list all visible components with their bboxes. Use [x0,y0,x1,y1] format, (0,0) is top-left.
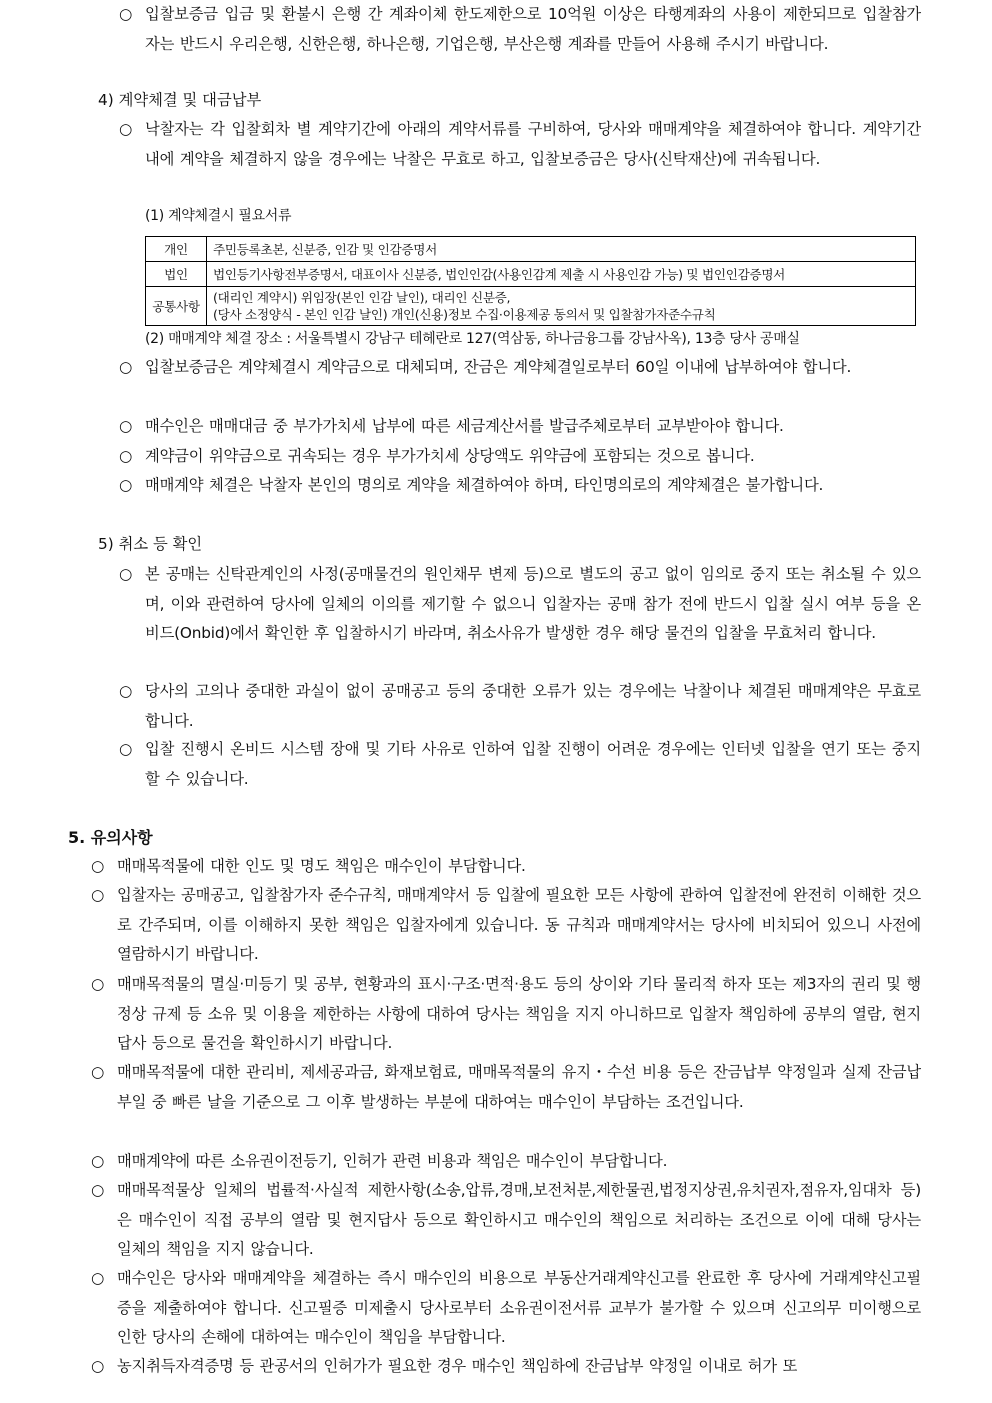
row-key-corporation: 법인 [146,262,207,287]
bullet-marker: ○ [91,1357,105,1375]
row-key-common: 공통사항 [146,287,207,326]
precaution-permits: ○ 농지취득자격증명 등 관공서의 인허가가 필요한 경우 매수인 책임하에 잔금납부 약정일 이내로 허가 또 [117,1352,921,1382]
heading-contract-payment: 4) 계약체결 및 대금납부 [98,91,262,109]
required-documents-table [145,236,916,326]
contract-deadline-notice: ○ 낙찰자는 각 입찰회차 별 계약기간에 아래의 계약서류를 구비하여, 당사와 매매계약을 체결하여야 합니다. 계약기간 내에 계약을 체결하지 않을 경우에는 낙찰은 무효로 하고, 입찰보증금은 당사(신탁재산)에 귀속됩니다. [145,115,921,174]
heading-precautions: 5. 유의사항 [68,828,153,847]
bullet-marker: ○ [91,1152,105,1170]
bullet-marker: ○ [119,682,133,700]
bullet-marker: ○ [119,565,133,583]
bullet-marker: ○ [119,447,133,465]
bullet-marker: ○ [91,886,105,904]
precaution-delivery: ○ 매매목적물에 대한 인도 및 명도 책임은 매수인이 부담합니다. [117,852,921,882]
row-key-individual: 개인 [146,237,207,262]
penalty-vat-notice: ○ 계약금이 위약금으로 귀속되는 경우 부가가치세 상당액도 위약금에 포함되는 것으로 봅니다. [145,442,921,472]
deposit-conversion-notice: ○ 입찰보증금은 계약체결시 계약금으로 대체되며, 잔금은 계약체결일로부터 60일 이내에 납부하여야 합니다. [145,353,921,383]
precaution-defects: ○ 매매목적물의 멸실·미등기 및 공부, 현황과의 표시·구조·면적·용도 등의 상이와 기타 물리적 하자 또는 제3자의 권리 및 행정상 규제 등 소유 및 이용을 제한하는 사항에 대하여 당사는 책임을 지지 아니하므로 입찰자 책임하에 공부의 열람, 현지 답사 등으로 물건을 확인하시기 바랍니다. [117,970,921,1059]
bullet-marker: ○ [119,740,133,758]
bullet-marker: ○ [119,120,133,138]
system-failure-notice: ○ 입찰 진행시 온비드 시스템 장애 및 기타 사유로 인하여 입찰 진행이 어려운 경우에는 인터넷 입찰을 연기 또는 중지할 수 있습니다. [145,735,921,794]
bullet-marker: ○ [119,5,133,23]
bullet-marker: ○ [119,476,133,494]
required-documents-label: (1) 계약체결시 필요서류 [145,208,292,224]
precaution-restrictions: ○ 매매목적물상 일체의 법률적·사실적 제한사항(소송,압류,경매,보전처분,제한물권,법정지상권,유치권자,점유자,임대차 등)은 매수인이 직접 공부의 열람 및 현지답사 등으로 확인하시고 매수인의 책임으로 처리하는 조건으로 이에 대해 당사는 일체의 책임을 지지 않습니다. [117,1176,921,1265]
own-name-contract-notice: ○ 매매계약 체결은 낙찰자 본인의 명의로 계약을 체결하여야 하며, 타인명의로의 계약체결은 불가합니다. [145,471,921,501]
heading-cancellation: 5) 취소 등 확인 [98,535,203,553]
deposit-bank-notice: ○ 입찰보증금 입금 및 환불시 은행 간 계좌이체 한도제한으로 10억원 이상은 타행계좌의 사용이 제한되므로 입찰참가자는 반드시 우리은행, 신한은행, 하나은행, 기업은행, 부산은행 계좌를 만들어 사용해 주시기 바랍니다. [145,0,921,59]
precaution-transaction-report: ○ 매수인은 당사와 매매계약을 체결하는 즉시 매수인의 비용으로 부동산거래계약신고를 완료한 후 당사에 거래계약신고필증을 제출하여야 합니다. 신고필증 미제출시 당사로부터 소유권이전서류 교부가 불가할 수 있으며 신고의무 미이행으로 인한 당사의 손해에 대하여는 매수인이 책임을 부담합니다. [117,1264,921,1353]
table-row [146,287,916,326]
bullet-marker: ○ [91,1181,105,1199]
row-value-corporation: 법인등기사항전부증명서, 대표이사 신분증, 법인인감(사용인감계 제출 시 사용인감 가능) 및 법인인감증명서 [207,262,916,287]
bullet-marker: ○ [91,1063,105,1081]
contract-location: (2) 매매계약 체결 장소 : 서울특별시 강남구 테헤란로 127(역삼동, 하나금융그룹 강남사옥), 13층 당사 공매실 [145,331,800,347]
bullet-marker: ○ [91,1269,105,1287]
precaution-understanding: ○ 입찰자는 공매공고, 입찰참가자 준수규칙, 매매계약서 등 입찰에 필요한 모든 사항에 관하여 입찰전에 완전히 이해한 것으로 간주되며, 이를 이해하지 못한 책임은 입찰자에게 있습니다. 동 규칙과 매매계약서는 당사에 비치되어 있으니 사전에 열람하시기 바랍니다. [117,881,921,970]
bullet-marker: ○ [119,417,133,435]
cancellation-notice: ○ 본 공매는 신탁관계인의 사정(공매물건의 원인채무 변제 등)으로 별도의 공고 없이 임의로 중지 또는 취소될 수 있으며, 이와 관련하여 당사에 일체의 이의를 제기할 수 없으니 입찰자는 공매 참가 전에 반드시 입찰 실시 여부 등을 온비드(Onbid)에서 확인한 후 입찰하시기 바라며, 취소사유가 발생한 경우 해당 물건의 입찰을 무효처리 합니다. [145,560,921,649]
error-invalid-notice: ○ 당사의 고의나 중대한 과실이 없이 공매공고 등의 중대한 오류가 있는 경우에는 낙찰이나 체결된 매매계약은 무효로 합니다. [145,677,921,736]
precaution-registration: ○ 매매계약에 따른 소유권이전등기, 인허가 관련 비용과 책임은 매수인이 부담합니다. [117,1147,921,1177]
table-row [146,262,916,287]
precaution-costs: ○ 매매목적물에 대한 관리비, 제세공과금, 화재보험료, 매매목적물의 유지・수선 비용 등은 잔금납부 약정일과 실제 잔금납부일 중 빠른 날을 기준으로 그 이후 발생하는 부분에 대하여는 매수인이 부담하는 조건입니다. [117,1058,921,1117]
bullet-marker: ○ [91,857,105,875]
bullet-marker: ○ [119,358,133,376]
bullet-marker: ○ [91,975,105,993]
tax-invoice-notice: ○ 매수인은 매매대금 중 부가가치세 납부에 따른 세금계산서를 발급주체로부터 교부받아야 합니다. [145,412,921,442]
table-row [146,237,916,262]
row-value-common: (대리인 계약시) 위임장(본인 인감 날인), 대리인 신분증, (당사 소정양식 - 본인 인감 날인) 개인(신용)정보 수집·이용제공 동의서 및 입찰참가자준수규칙 [207,287,916,326]
row-value-individual: 주민등록초본, 신분증, 인감 및 인감증명서 [207,237,916,262]
